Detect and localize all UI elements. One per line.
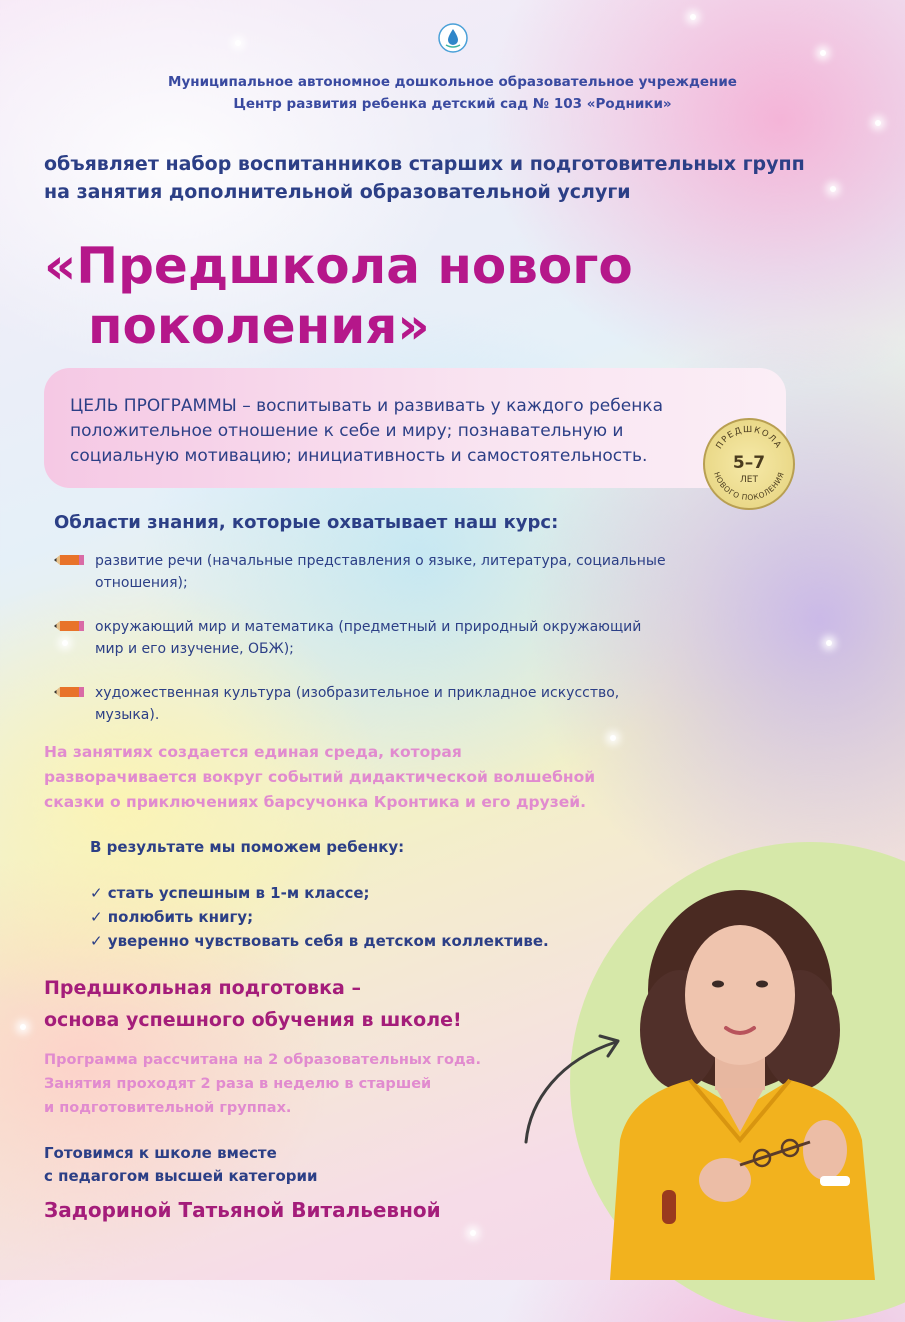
title-line-1: «Предшкола нового [44,237,633,295]
area-2-line-1: окружающий мир и математика (предметный и природный окружающий [95,619,642,635]
goal-line-1: ЦЕЛЬ ПРОГРАММЫ – воспитывать и развивать у каждого ребенка [70,396,663,416]
intro-text [44,150,844,206]
svg-text:ПРЕДШКОЛА [714,425,783,451]
pencil-icon [54,554,84,566]
intro-line-1: объявляет набор воспитанников старших и подготовительных групп [44,153,805,175]
prep-line-2: основа успешного обучения в школе! [44,1009,462,1031]
teacher-intro [44,1142,318,1188]
area-1-line-2: отношения); [95,575,188,591]
sparkle [20,1024,26,1030]
teacher-line-1: Готовимся к школе вместе [44,1144,277,1162]
schedule-text [44,1048,564,1120]
sparkle [826,640,832,646]
sparkle [875,120,881,126]
title-line-2: поколения» [88,297,430,355]
intro-line-2: на занятия дополнительной образовательной услуги [44,181,631,203]
prep-line-1: Предшкольная подготовка – [44,977,361,999]
pencil-icon [54,686,84,698]
area-1-line-1: развитие речи (начальные представления о языке, литература, социальные [95,553,666,569]
area-2-line-2: мир и его изучение, ОБЖ); [95,641,294,657]
sparkle [235,40,241,46]
result-item: ✓ уверенно чувствовать себя в детском коллективе. [90,932,549,950]
prep-slogan [44,972,462,1036]
teacher-name: Задориной Татьяной Витальевной [44,1198,441,1222]
badge-top-text: ПРЕДШКОЛА [714,424,784,452]
schedule-line-2: Занятия проходят 2 раза в неделю в старшей [44,1076,432,1092]
sparkle [820,50,826,56]
pencil-icon [54,620,84,632]
environment-line-3: сказки о приключениях барсучонка Кронтика и его друзей. [44,793,586,811]
kindergarten-logo-icon [437,22,469,54]
org-name-line-2: Центр развития ребенка детский сад № 103 «Родники» [233,96,672,112]
sparkle [690,14,696,20]
areas-heading: Области знания, которые охватывает наш курс: [54,512,559,533]
sparkle [470,1230,476,1236]
teacher-photo [590,880,890,1280]
goal-line-2: положительное отношение к себе и миру; познавательную и [70,421,624,441]
page-title [44,236,764,356]
result-item: ✓ стать успешным в 1-м классе; [90,884,370,902]
org-name-line-1: Муниципальное автономное дошкольное образовательное учреждение [168,74,737,90]
goal-text [70,394,730,469]
badge-bottom-text: НОВОГО ПОКОЛЕНИЯ [712,470,786,503]
schedule-line-3: и подготовительной группах. [44,1100,292,1116]
teacher-line-2: с педагогом высшей категории [44,1167,318,1185]
sparkle [62,640,68,646]
environment-text [44,740,664,815]
badge-years: ЛЕТ [740,475,758,485]
area-3-line-1: художественная культура (изобразительное и прикладное искусство, [95,685,620,701]
badge-age: 5–7 [732,453,766,473]
result-item: ✓ полюбить книгу; [90,908,254,926]
goal-line-3: социальную мотивацию; инициативность и самостоятельность. [70,446,648,466]
schedule-line-1: Программа рассчитана на 2 образовательных года. [44,1052,481,1068]
results-heading: В результате мы поможем ребенку: [90,838,405,856]
environment-line-2: разворачивается вокруг событий дидактической волшебной [44,768,596,786]
area-3-line-2: музыка). [95,707,160,723]
environment-line-1: На занятиях создается единая среда, которая [44,743,462,761]
